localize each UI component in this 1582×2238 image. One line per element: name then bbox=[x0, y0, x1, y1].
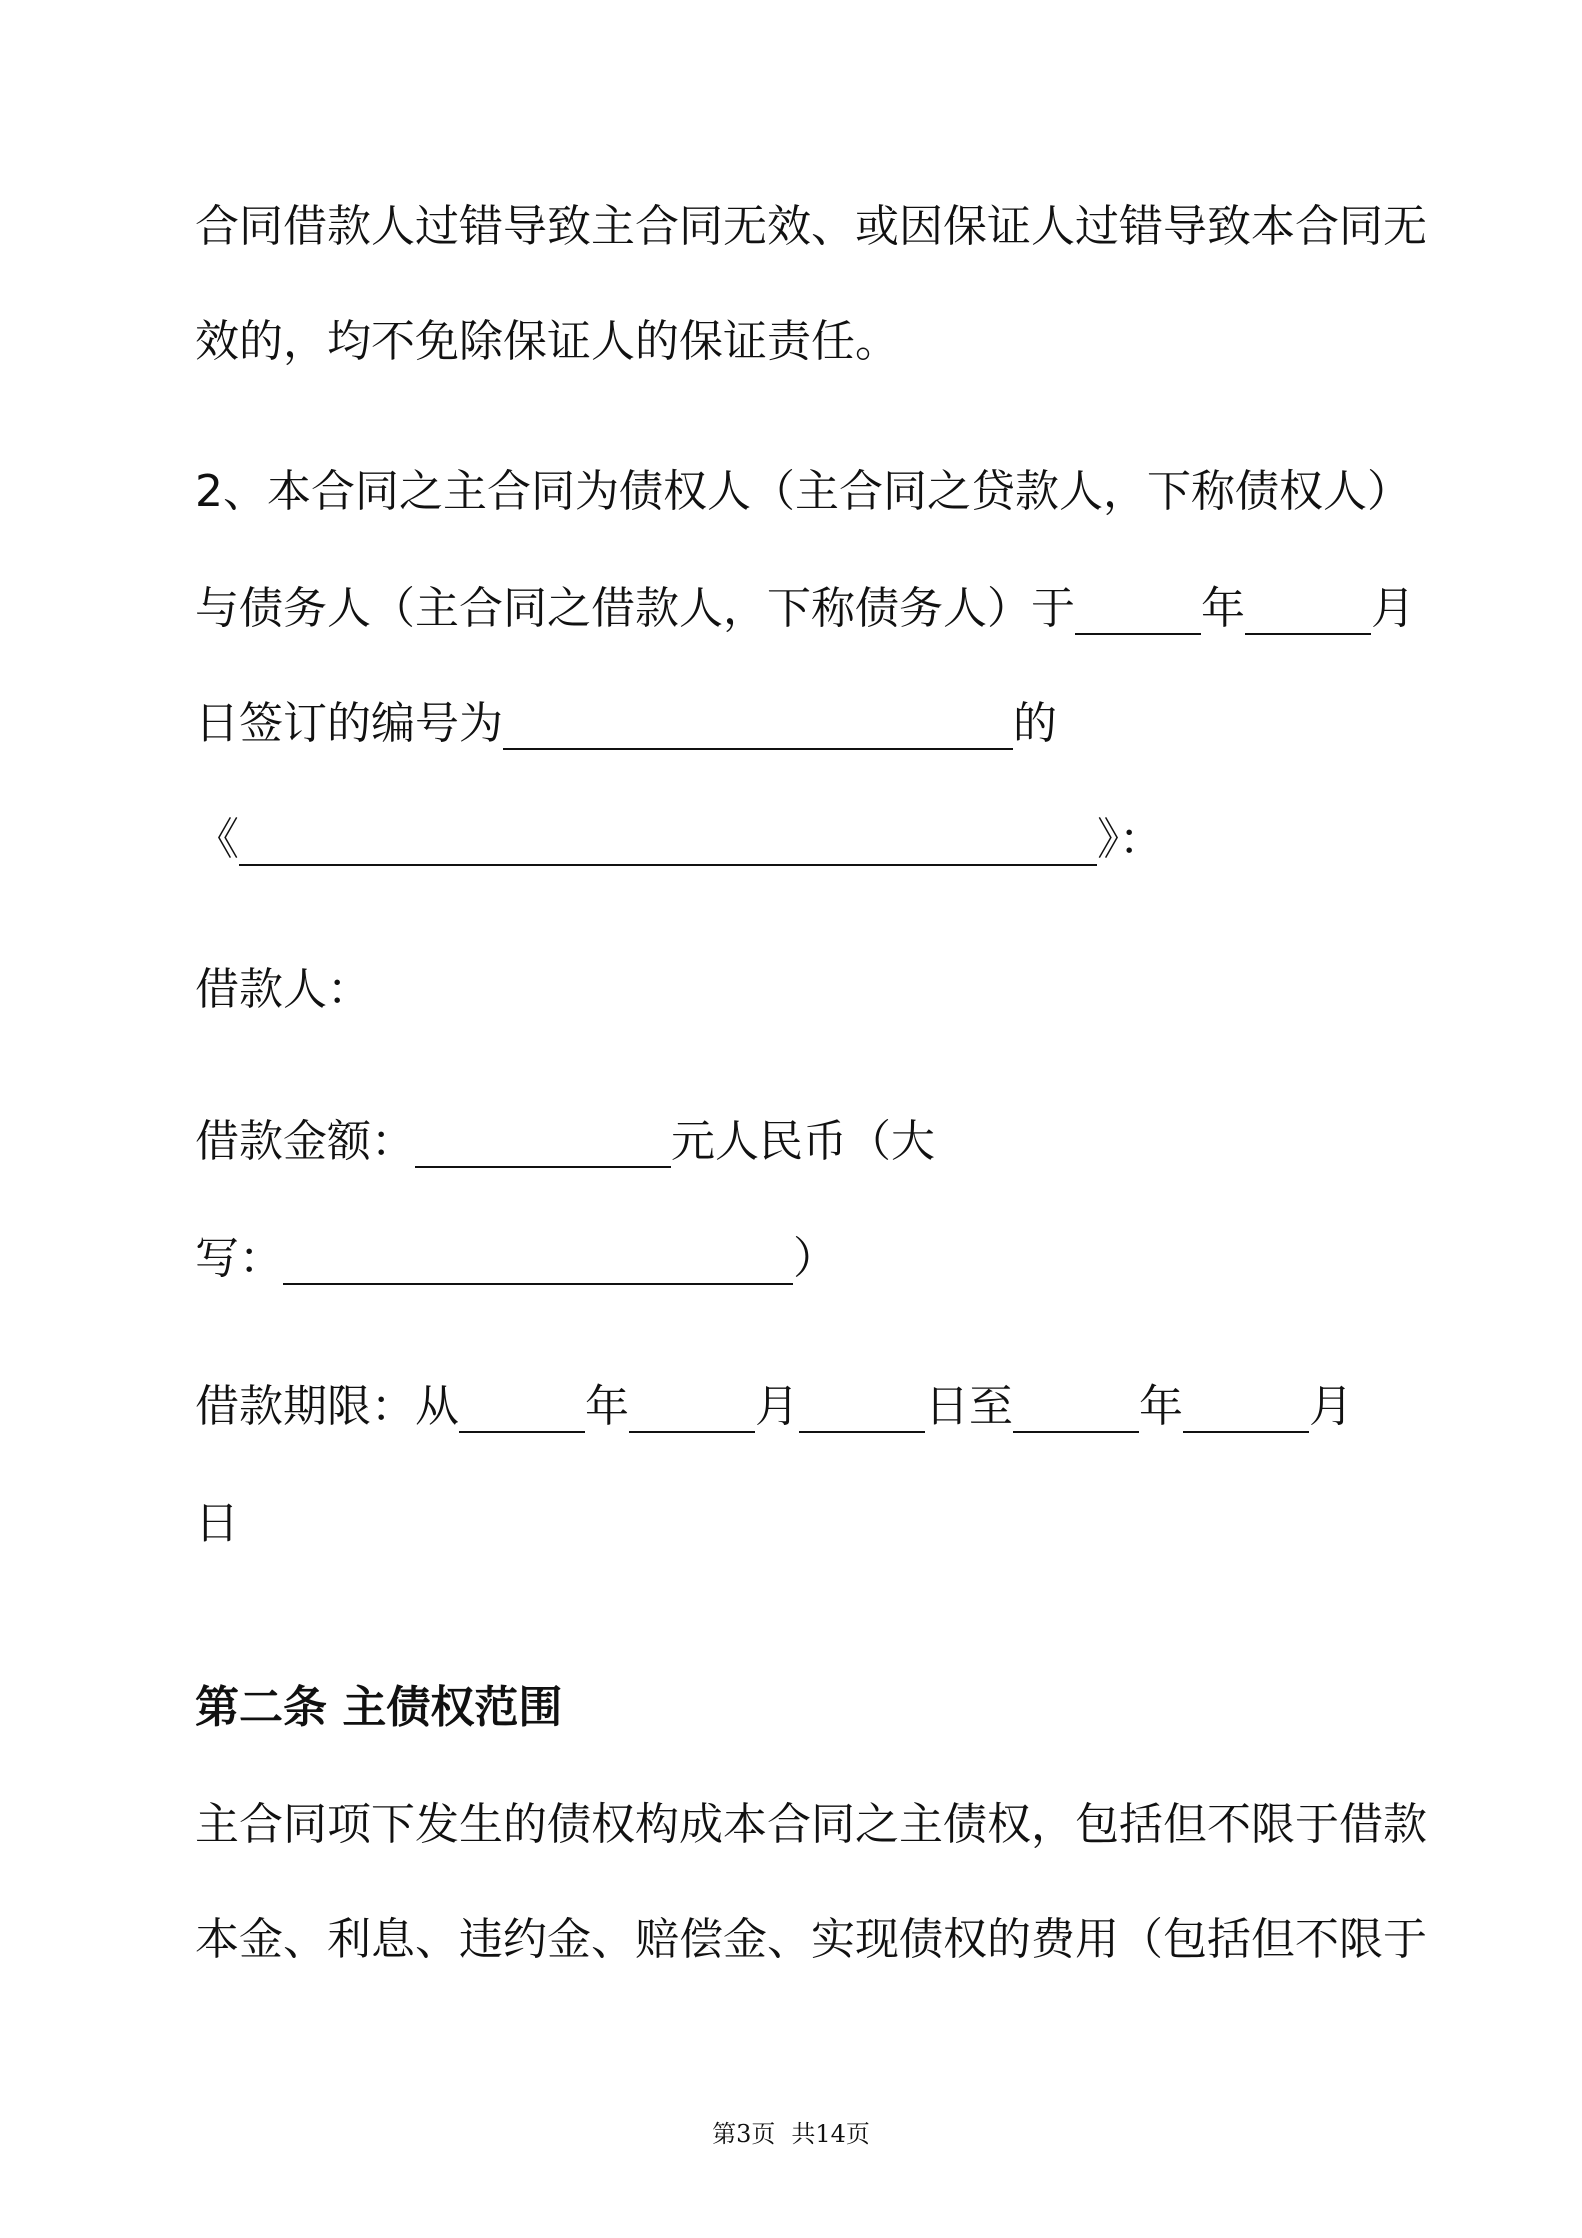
loan-term-end-line bbox=[195, 1498, 239, 1549]
term-start-month-blank[interactable] bbox=[629, 1387, 755, 1433]
signing-year-blank[interactable] bbox=[1075, 589, 1201, 635]
signing-year-label: 年 bbox=[1201, 583, 1245, 634]
signing-month-label: 月 bbox=[1371, 583, 1415, 634]
contract-number-suffix: 的 bbox=[1013, 698, 1057, 749]
term-start-day-blank[interactable] bbox=[799, 1387, 925, 1433]
paragraph-1-line-2: 效的，均不免除保证人的保证责任。 bbox=[195, 316, 899, 367]
loan-amount-blank[interactable] bbox=[415, 1122, 671, 1168]
page-total: 共14页 bbox=[791, 2120, 870, 2148]
borrower-line bbox=[195, 964, 371, 1015]
paragraph-1-line-1: 合同借款人过错导致主合同无效、或因保证人过错导致本合同无 bbox=[195, 201, 1427, 252]
contract-number-blank[interactable] bbox=[503, 704, 1013, 750]
page-footer bbox=[0, 2122, 1582, 2146]
article-2-line-2: 本金、利息、违约金、赔偿金、实现债权的费用（包括但不限于 bbox=[195, 1914, 1427, 1965]
term-end-month-label: 月 bbox=[1309, 1381, 1353, 1432]
loan-amount-currency: 元人民币（大 bbox=[671, 1116, 935, 1167]
loan-term-label: 借款期限：从 bbox=[195, 1381, 459, 1432]
borrower-label: 借款人： bbox=[195, 964, 371, 1015]
paragraph-2-line-4 bbox=[195, 814, 1163, 866]
term-day-to-label: 日至 bbox=[925, 1381, 1013, 1432]
term-end-month-blank[interactable] bbox=[1183, 1387, 1309, 1433]
term-start-year-blank[interactable] bbox=[459, 1387, 585, 1433]
term-end-year-label: 年 bbox=[1139, 1381, 1183, 1432]
paragraph-2-line-1: 2、本合同之主合同为债权人（主合同之贷款人，下称债权人） bbox=[195, 466, 1411, 517]
capital-amount-label: 写： bbox=[195, 1233, 283, 1284]
paragraph-2-line-2 bbox=[195, 583, 1415, 635]
capital-amount-blank[interactable] bbox=[283, 1239, 793, 1285]
signing-month-blank[interactable] bbox=[1245, 589, 1371, 635]
loan-amount-capital-line bbox=[195, 1233, 837, 1285]
article-2-line-1: 主合同项下发生的债权构成本合同之主债权，包括但不限于借款 bbox=[195, 1799, 1427, 1850]
loan-amount-line bbox=[195, 1116, 935, 1168]
page-current: 第3页 bbox=[712, 2120, 776, 2148]
contract-number-label: 日签订的编号为 bbox=[195, 698, 503, 749]
article-2-heading: 第二条 主债权范围 bbox=[195, 1682, 563, 1733]
contract-title-close: 》： bbox=[1097, 814, 1163, 865]
loan-term-line bbox=[195, 1381, 1353, 1433]
term-end-year-blank[interactable] bbox=[1013, 1387, 1139, 1433]
term-start-month-label: 月 bbox=[755, 1381, 799, 1432]
term-end-day-label: 日 bbox=[195, 1498, 239, 1549]
paragraph-2-line-3 bbox=[195, 698, 1057, 750]
contract-title-open: 《 bbox=[195, 814, 239, 865]
signing-parties-text: 与债务人（主合同之借款人，下称债务人）于 bbox=[195, 583, 1075, 634]
term-start-year-label: 年 bbox=[585, 1381, 629, 1432]
loan-amount-label: 借款金额： bbox=[195, 1116, 415, 1167]
contract-title-blank[interactable] bbox=[239, 820, 1097, 866]
capital-amount-close: ） bbox=[793, 1233, 837, 1284]
